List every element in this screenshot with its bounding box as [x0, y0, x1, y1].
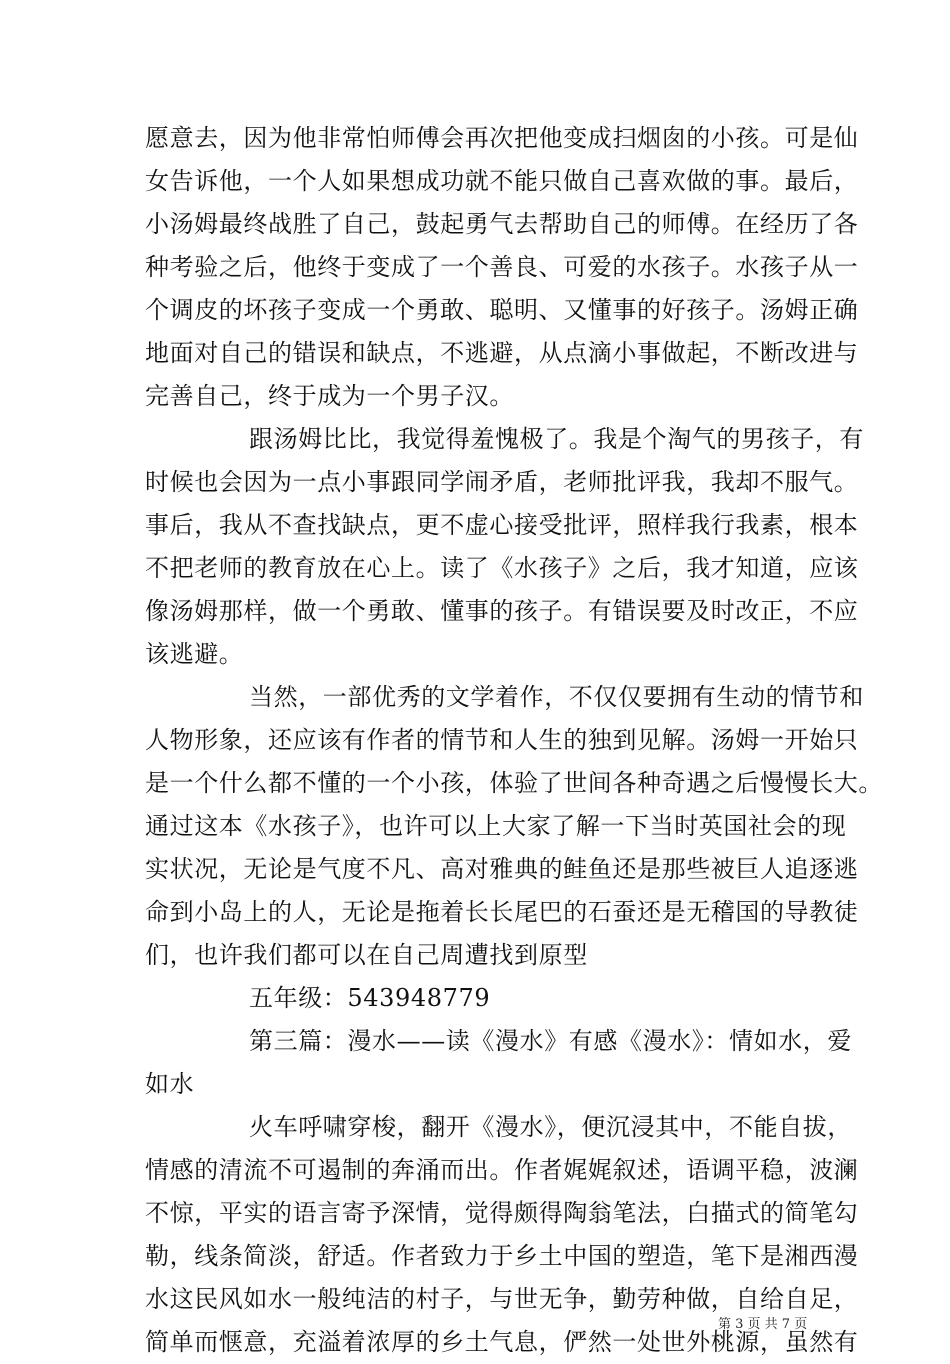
text-line: 勒，线条简淡，舒适。作者致力于乡土中国的塑造，笔下是湘西漫: [145, 1242, 859, 1270]
text-line: 种考验之后，他终于变成了一个善良、可爱的水孩子。水孩子从一: [145, 253, 859, 281]
section-heading: 第三篇：漫水——读《漫水》有感《漫水》：情如水，爱: [249, 1027, 852, 1055]
text-line: 简单而惬意，充溢着浓厚的乡土气息，俨然一处世外桃源，虽然有: [145, 1328, 859, 1356]
text-line: 女告诉他，一个人如果想成功就不能只做自己喜欢做的事。最后，: [145, 167, 859, 195]
text-line: 完善自己，终于成为一个男子汉。: [145, 382, 514, 410]
text-line: 个调皮的坏孩子变成一个勇敢、聪明、又懂事的好孩子。汤姆正确: [145, 296, 859, 324]
text-line: 人物形象，还应该有作者的情节和人生的独到见解。汤姆一开始只: [145, 726, 859, 754]
body-text: [145, 117, 883, 1364]
text-line: 们，也许我们都可以在自己周遭找到原型: [145, 941, 588, 969]
text-line: 实状况，无论是气度不凡、高对雅典的鲑鱼还是那些被巨人追逐逃: [145, 855, 859, 883]
paragraph-start-line: 跟汤姆比比，我觉得羞愧极了。我是个淘气的男孩子，有: [249, 425, 864, 453]
text-line: 情感的清流不可遏制的奔涌而出。作者娓娓叙述，语调平稳，波澜: [145, 1156, 859, 1184]
grade-line: 五年级：543948779: [249, 984, 491, 1012]
text-line: 命到小岛上的人，无论是拖着长长尾巴的石蚕还是无稽国的导教徒: [145, 898, 859, 926]
text-line: 水这民风如水一般纯洁的村子，与世无争，勤劳种做，自给自足，: [145, 1285, 859, 1313]
text-line: 不把老师的教育放在心上。读了《水孩子》之后，我才知道，应该: [145, 554, 859, 582]
paragraph-start-line: 当然，一部优秀的文学着作，不仅仅要拥有生动的情节和: [249, 683, 864, 711]
text-line: 事后，我从不查找缺点，更不虚心接受批评，照样我行我素，根本: [145, 511, 859, 539]
text-line: 该逃避。: [145, 640, 244, 668]
text-line: 是一个什么都不懂的一个小孩，体验了世间各种奇遇之后慢慢长大。: [145, 769, 883, 797]
text-line: 愿意去，因为他非常怕师傅会再次把他变成扫烟囱的小孩。可是仙: [145, 124, 859, 152]
text-line: 小汤姆最终战胜了自己，鼓起勇气去帮助自己的师傅。在经历了各: [145, 210, 859, 238]
text-line: 像汤姆那样，做一个勇敢、懂事的孩子。有错误要及时改正，不应: [145, 597, 859, 625]
page-number-footer: 第 3 页 共 7 页: [718, 1317, 808, 1332]
text-line: 时候也会因为一点小事跟同学闹矛盾，老师批评我，我却不服气。: [145, 468, 859, 496]
text-line: 地面对自己的错误和缺点，不逃避，从点滴小事做起，不断改进与: [145, 339, 859, 367]
text-line: 不惊，平实的语言寄予深情，觉得颇得陶翁笔法，白描式的简笔勾: [145, 1199, 859, 1227]
text-line: 通过这本《水孩子》，也许可以上大家了解一下当时英国社会的现: [145, 812, 847, 840]
section-heading-continued: 如水: [145, 1070, 195, 1098]
paragraph-start-line: 火车呼啸穿梭，翻开《漫水》，便沉浸其中，不能自拔，: [249, 1113, 852, 1141]
